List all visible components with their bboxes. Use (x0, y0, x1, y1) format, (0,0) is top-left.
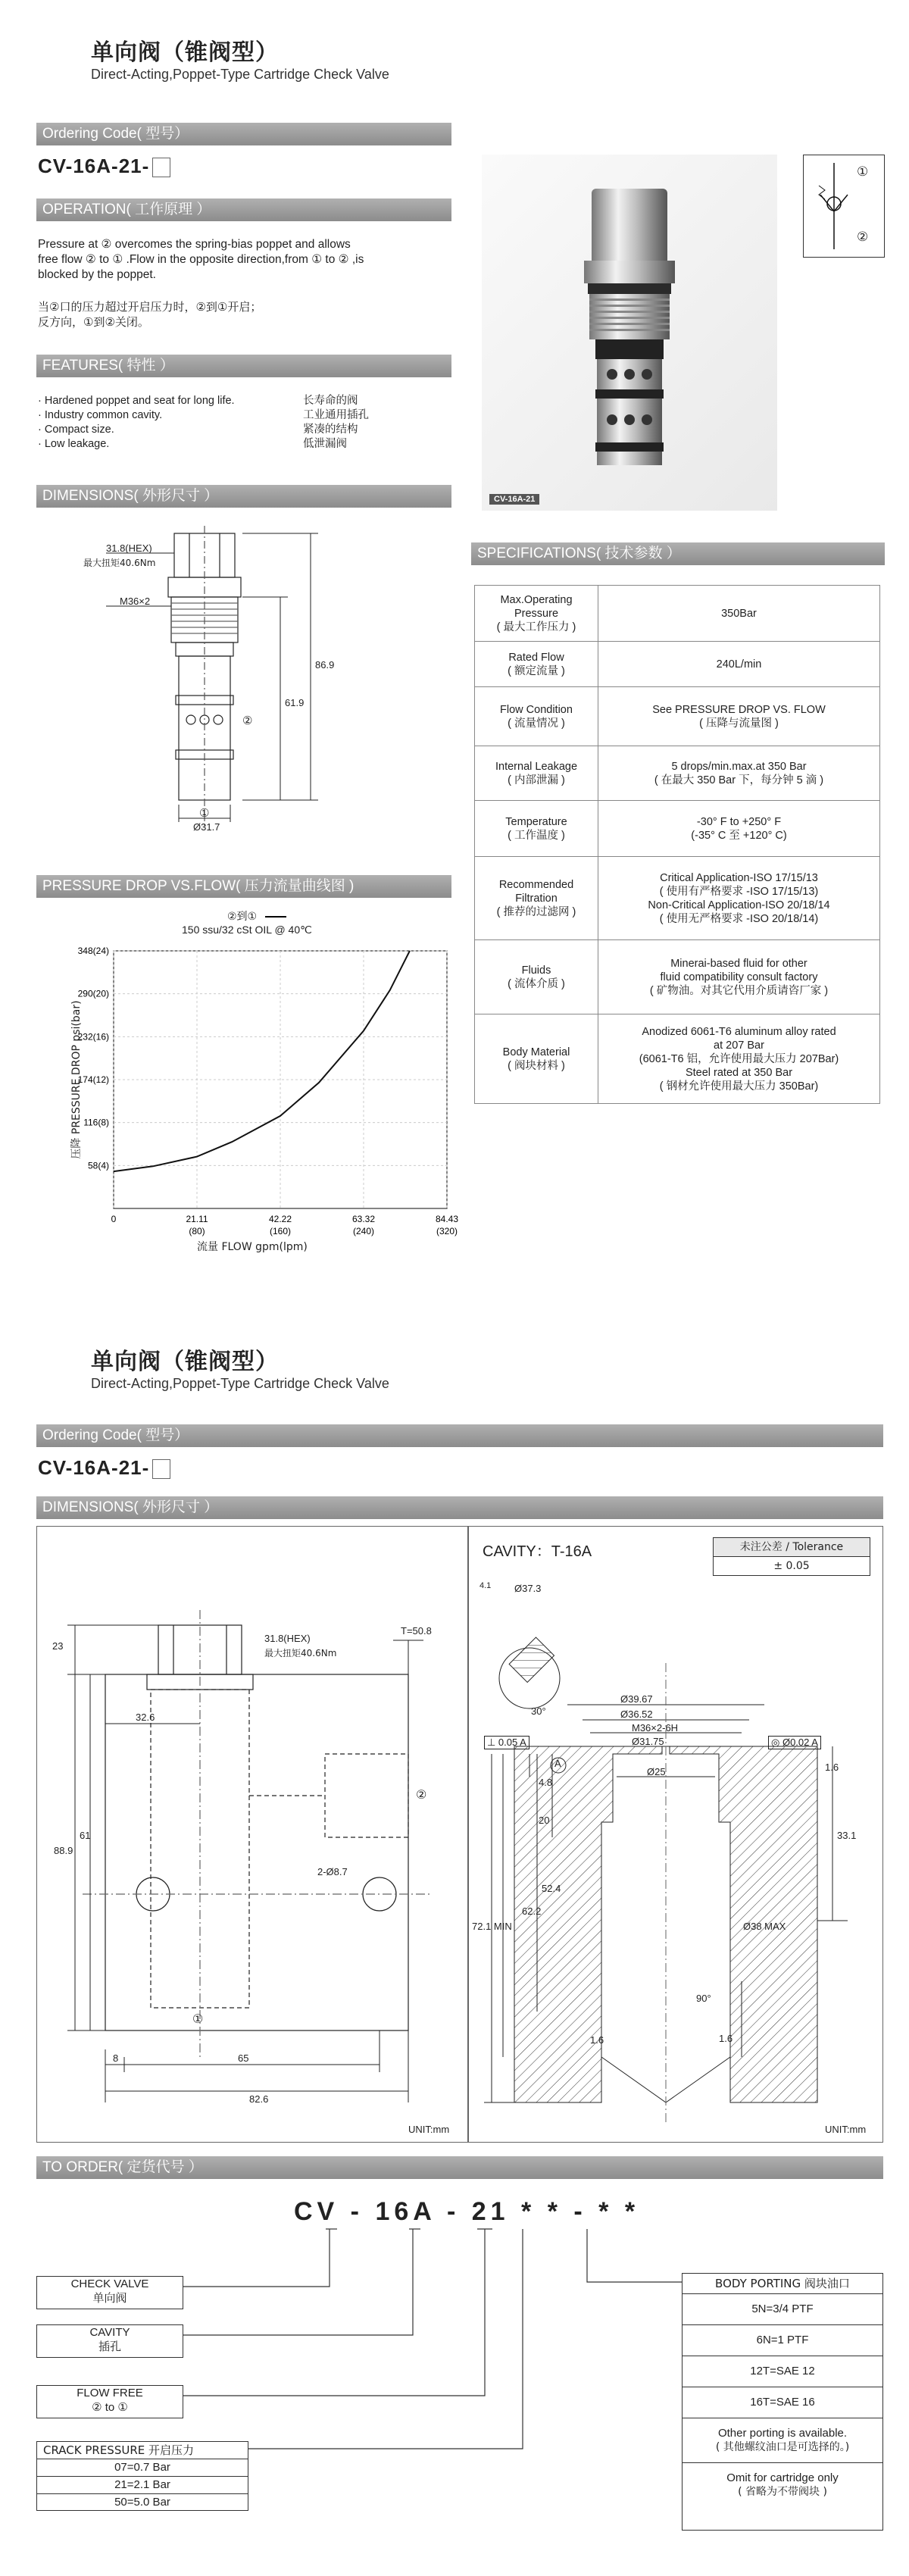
dim-thread: M36×2 (120, 596, 151, 607)
operation-line: free flow ② to ① .Flow in the opposite direction,from ① to ② ,is (38, 253, 364, 266)
x-tick-sublabel: (160) (270, 1226, 292, 1236)
hydraulic-symbol (803, 155, 885, 258)
flatness-tolerance: ⊥ 0.05 A (484, 1736, 529, 1749)
dim-torque: 最大扭矩40.6Nm (83, 558, 156, 568)
dim-body-length: 61.9 (285, 697, 305, 708)
manifold-drawing (37, 1527, 467, 2142)
spec-row (475, 801, 880, 857)
spec-row (475, 586, 880, 642)
manifold-drawing-panel (36, 1526, 468, 2143)
spec-key (475, 642, 598, 687)
operation-line-cn: 反方向，①到②关闭。 (38, 315, 149, 329)
order-code: CV - 16A - 21 * * - * * (294, 2197, 640, 2226)
spec-key (475, 687, 598, 746)
spec-value-line: Minerai-based fluid for other (670, 957, 807, 970)
page2-dimensions-header: DIMENSIONS( 外形尺寸 ） (36, 1496, 883, 1519)
feature-item: · Low leakage. 低泄漏阀 (38, 438, 347, 450)
dim-angle-90: 90° (696, 1993, 711, 2004)
spec-row (475, 1014, 880, 1104)
spec-value-line: 5 drops/min.max.at 350 Bar (671, 760, 807, 773)
operation-line: Pressure at ② overcomes the spring-bias poppet and allows (38, 238, 351, 251)
x-tick-label: 21.11 (186, 1214, 208, 1224)
dim-88-9: 88.9 (54, 1845, 73, 1856)
dim-d25: Ø25 (647, 1766, 666, 1777)
body-porting-note-other (683, 2418, 882, 2462)
dim-d37-3: Ø37.3 (514, 1583, 542, 1594)
spec-key-line: Filtration (515, 892, 558, 905)
chart-plot (30, 936, 470, 1269)
dim-1-6-right: 1.6 (719, 2033, 733, 2044)
spec-value-line: (6061-T6 铝，允许使用最大压力 207Bar) (639, 1052, 839, 1065)
spec-key-line: ( 阀块材料 ) (508, 1059, 565, 1072)
spec-key-line: Fluids (521, 964, 551, 977)
cavity-label: CAVITY (89, 2326, 130, 2339)
dim-angle-30: 30° (531, 1705, 546, 1717)
check-valve-label: CHECK VALVE (70, 2277, 149, 2290)
spec-key-line: ( 流量情况 ) (508, 717, 565, 730)
to-order-header: TO ORDER( 定货代号 ） (36, 2156, 883, 2179)
operation-text-en (38, 237, 454, 283)
cavity-label-cn: 插孔 (98, 2340, 121, 2353)
tolerance-table (713, 1537, 870, 1576)
page2-title-cn: 单向阀（锥阀型） (91, 1349, 279, 1375)
spec-key (475, 746, 598, 801)
spec-key-line: ( 最大工作压力 ) (496, 621, 576, 633)
dim-port-2: ② (242, 714, 253, 727)
spec-key-line: Rated Flow (508, 651, 564, 664)
dim-65: 65 (238, 2052, 249, 2064)
dim-d39-67: Ø39.67 (620, 1693, 653, 1705)
spec-row (475, 687, 880, 746)
note-line-cn: ( 其他螺纹油口是可选择的。) (715, 2441, 850, 2453)
y-tick-label: 348(24) (77, 946, 109, 956)
note-line: Omit for cartridge only (726, 2471, 839, 2484)
dim-4-8: 4.8 (539, 1777, 553, 1788)
chart-x-label: 流量 FLOW gpm(lpm) (197, 1241, 308, 1253)
spec-row (475, 746, 880, 801)
spec-key-line: ( 内部泄漏 ) (508, 774, 565, 786)
spec-key (475, 940, 598, 1014)
dim-1-6-top: 1.6 (825, 1762, 839, 1773)
dim-torque-2: 最大扭矩40.6Nm (264, 1648, 337, 1658)
datum-a-label: A (554, 1758, 561, 1769)
flow-free-label: FLOW FREE (77, 2387, 143, 2399)
spec-key (475, 1014, 598, 1104)
y-tick-label: 58(4) (87, 1160, 109, 1171)
x-tick-label: 0 (111, 1214, 117, 1224)
dim-20: 20 (539, 1815, 550, 1826)
spec-value-line: Steel rated at 350 Bar (685, 1066, 793, 1079)
cavity-box (36, 2324, 183, 2358)
operation-line-cn: 当②口的压力超过开启压力时，②到①开启； (38, 300, 262, 314)
chart-legend: ②到① (227, 908, 286, 924)
chart-y-label: 压降 PRESSURE DROP psi(bar) (70, 1000, 83, 1159)
spec-key-line: ( 额定流量 ) (508, 664, 565, 677)
spec-value-line: (-35° C 至 +120° C) (691, 829, 787, 842)
dim-hex-2: 31.8(HEX) (264, 1633, 311, 1644)
pressure-drop-header: PRESSURE DROP VS.FLOW( 压力流量曲线图 ) (36, 875, 451, 898)
body-porting-note-omit (683, 2462, 882, 2507)
x-tick-label: 84.43 (435, 1214, 459, 1224)
spec-value-line: fluid compatibility consult factory (660, 971, 818, 983)
check-valve-symbol-icon (804, 155, 884, 257)
page-title-cn: 单向阀（锥阀型） (91, 39, 279, 66)
cartridge-dimension-drawing (61, 523, 424, 856)
spec-key-line: Recommended (498, 878, 574, 891)
dimensions-header: DIMENSIONS( 外形尺寸 ） (36, 485, 451, 508)
legend-line-icon (265, 916, 286, 918)
spec-value (598, 586, 880, 642)
specifications-table (474, 585, 880, 1104)
spec-value (598, 940, 880, 1014)
flow-free-direction: ② to ① (92, 2401, 128, 2414)
spec-key-line: Flow Condition (500, 703, 573, 716)
product-photo (482, 155, 777, 511)
y-tick-label: 174(12) (77, 1074, 109, 1085)
y-tick-label: 290(20) (77, 988, 109, 999)
spec-key-line: Internal Leakage (495, 760, 578, 773)
dim-d31-75: Ø31.75 (632, 1736, 664, 1747)
page-title-en: Direct-Acting,Poppet-Type Cartridge Check Valve (91, 67, 389, 82)
cavity-drawing-panel (468, 1526, 883, 2143)
spec-value (598, 746, 880, 801)
x-tick-sublabel: (240) (352, 1226, 374, 1236)
dim-thickness: T=50.8 (401, 1625, 432, 1637)
spec-key-line: Body Material (502, 1046, 570, 1058)
operation-text-cn (38, 299, 454, 330)
spec-key-line: Pressure (514, 607, 559, 620)
operation-line: blocked by the poppet. (38, 268, 156, 281)
spec-value-line: See PRESSURE DROP VS. FLOW (652, 703, 826, 716)
dim-32-6: 32.6 (136, 1712, 155, 1723)
spec-key-line: ( 流体介质 ) (508, 977, 565, 990)
model-code-box (152, 158, 170, 177)
cartridge-valve-image (482, 155, 777, 511)
note-line: Other porting is available. (717, 2427, 848, 2440)
body-porting-title: BODY PORTING 阀块油口 (715, 2277, 850, 2290)
crack-pressure-title: CRACK PRESSURE 开启压力 (37, 2442, 248, 2459)
spec-key (475, 801, 598, 857)
spec-row (475, 857, 880, 940)
cavity-title: CAVITY：T-16A (483, 1543, 592, 1560)
tolerance-value: ± 0.05 (773, 1560, 810, 1572)
spec-key (475, 857, 598, 940)
feature-item: · Industry common cavity. 工业通用插孔 (38, 409, 369, 421)
chart-subtitle: 150 ssu/32 cSt OIL @ 40℃ (182, 924, 312, 936)
dim-d38-max: Ø38 MAX (743, 1921, 786, 1932)
spec-value (598, 857, 880, 940)
dim-d36-52: Ø36.52 (620, 1708, 653, 1720)
symbol-port-1: ① (857, 164, 869, 179)
spec-key-line: ( 推荐的过滤网 ) (496, 905, 576, 918)
concentricity-tolerance: ◎ Ø0.02 A (768, 1736, 821, 1749)
dim-port-1: ① (199, 807, 210, 820)
body-porting-option: 6N=1 PTF (683, 2324, 882, 2356)
check-valve-label-cn: 单向阀 (92, 2291, 127, 2305)
dim-72-1-min: 72.1 MIN (472, 1921, 512, 1932)
spec-value-line: 240L/min (716, 658, 762, 671)
series-line (114, 951, 410, 1171)
spec-value (598, 642, 880, 687)
feature-item: · Compact size. 紧凑的结构 (38, 424, 358, 436)
spec-value-line: at 207 Bar (714, 1039, 764, 1052)
dim-holes: 2-Ø8.7 (317, 1866, 348, 1877)
dim-8: 8 (113, 2052, 119, 2064)
photo-caption: CV-16A-21 (489, 494, 539, 505)
cavity-section-drawing (469, 1527, 882, 2142)
note-line-cn: ( 省略为不带阀块 ) (738, 2486, 827, 2498)
spec-value (598, 801, 880, 857)
dim-61: 61 (80, 1830, 91, 1841)
ordering-code-header: Ordering Code( 型号） (36, 123, 451, 145)
spec-value-line: ( 在最大 350 Bar 下，每分钟 5 滴 ) (654, 774, 824, 786)
unit-label-right: UNIT:mm (825, 2124, 867, 2135)
features-header: FEATURES( 特性 ） (36, 355, 451, 377)
dim-diameter: Ø31.7 (193, 821, 220, 833)
spec-value-line: ( 使用无严格要求 -ISO 20/18/14) (659, 912, 819, 925)
feature-item: · Hardened poppet and seat for long life. 长寿命的阀 (38, 395, 358, 407)
spec-value-line: Critical Application-ISO 17/15/13 (660, 871, 818, 884)
y-tick-label: 116(8) (83, 1117, 109, 1128)
spec-value-line: ( 使用有严格要求 -ISO 17/15/13) (659, 885, 819, 898)
x-tick-label: 63.32 (351, 1214, 376, 1224)
pressure-drop-chart (30, 905, 470, 1269)
spec-row (475, 940, 880, 1014)
flow-free-box (36, 2385, 183, 2418)
x-tick-label: 42.22 (269, 1214, 292, 1224)
x-tick-sublabel: (320) (436, 1226, 458, 1236)
crack-option: 21=2.1 Bar (37, 2477, 248, 2494)
page2-model-box (152, 1459, 170, 1479)
crack-pressure-box (36, 2441, 248, 2511)
body-porting-option: 12T=SAE 12 (683, 2356, 882, 2387)
dim-82-6: 82.6 (249, 2093, 269, 2105)
port-2-label: ② (416, 1789, 427, 1802)
page2-title-en: Direct-Acting,Poppet-Type Cartridge Check Valve (91, 1376, 389, 1391)
dim-62-2: 62.2 (522, 1905, 542, 1917)
cartridge-outline-drawing (61, 523, 424, 856)
crack-option: 50=5.0 Bar (114, 2496, 170, 2509)
port-1-label: ① (192, 2013, 204, 2026)
check-valve-box (36, 2276, 183, 2309)
spec-value (598, 1014, 880, 1104)
page2-ordering-header: Ordering Code( 型号） (36, 1424, 883, 1447)
spec-value-line: ( 压降与流量图 ) (699, 717, 779, 730)
dim-r4-1: 4.1 (479, 1581, 492, 1590)
spec-key-line: ( 工作温度 ) (508, 829, 565, 842)
dim-hex: 31.8(HEX) (106, 542, 152, 554)
spec-key-line: Max.Operating (500, 593, 573, 606)
spec-key (475, 586, 598, 642)
dim-23: 23 (52, 1640, 64, 1652)
crack-option: 07=0.7 Bar (37, 2459, 248, 2477)
page2-model-code: CV-16A-21- (38, 1456, 170, 1480)
model-code: CV-16A-21- (38, 155, 170, 178)
operation-header: OPERATION( 工作原理 ） (36, 199, 451, 221)
spec-value (598, 687, 880, 746)
body-porting-table (682, 2273, 883, 2531)
dim-52-4: 52.4 (542, 1883, 561, 1894)
spec-value-line: Anodized 6061-T6 aluminum alloy rated (642, 1025, 836, 1038)
body-porting-option: 16T=SAE 16 (683, 2387, 882, 2418)
dim-overall-length: 86.9 (315, 659, 335, 671)
body-porting-option: 5N=3/4 PTF (683, 2293, 882, 2324)
symbol-port-2: ② (857, 230, 869, 244)
dim-1-6-left: 1.6 (590, 2034, 604, 2046)
spec-value-line: -30° F to +250° F (696, 815, 782, 828)
specifications-header: SPECIFICATIONS( 技术参数 ） (471, 542, 885, 565)
features-list (38, 394, 462, 452)
spec-value-line: 350Bar (721, 607, 757, 620)
spec-row (475, 642, 880, 687)
x-tick-sublabel: (80) (189, 1226, 205, 1236)
dim-33-1: 33.1 (837, 1830, 857, 1841)
spec-value-line: ( 矿物油。对其它代用介质请咨厂家 ) (649, 984, 829, 997)
tolerance-header: 未注公差 / Tolerance (714, 1538, 870, 1557)
unit-label-left: UNIT:mm (408, 2124, 450, 2135)
spec-value-line: ( 钢材允许使用最大压力 350Bar) (659, 1080, 819, 1093)
spec-key-line: Temperature (505, 815, 567, 828)
spec-value-line: Non-Critical Application-ISO 20/18/14 (648, 899, 830, 911)
dim-thread-m36: M36×2-6H (632, 1722, 679, 1733)
y-tick-label: 232(16) (77, 1031, 109, 1043)
